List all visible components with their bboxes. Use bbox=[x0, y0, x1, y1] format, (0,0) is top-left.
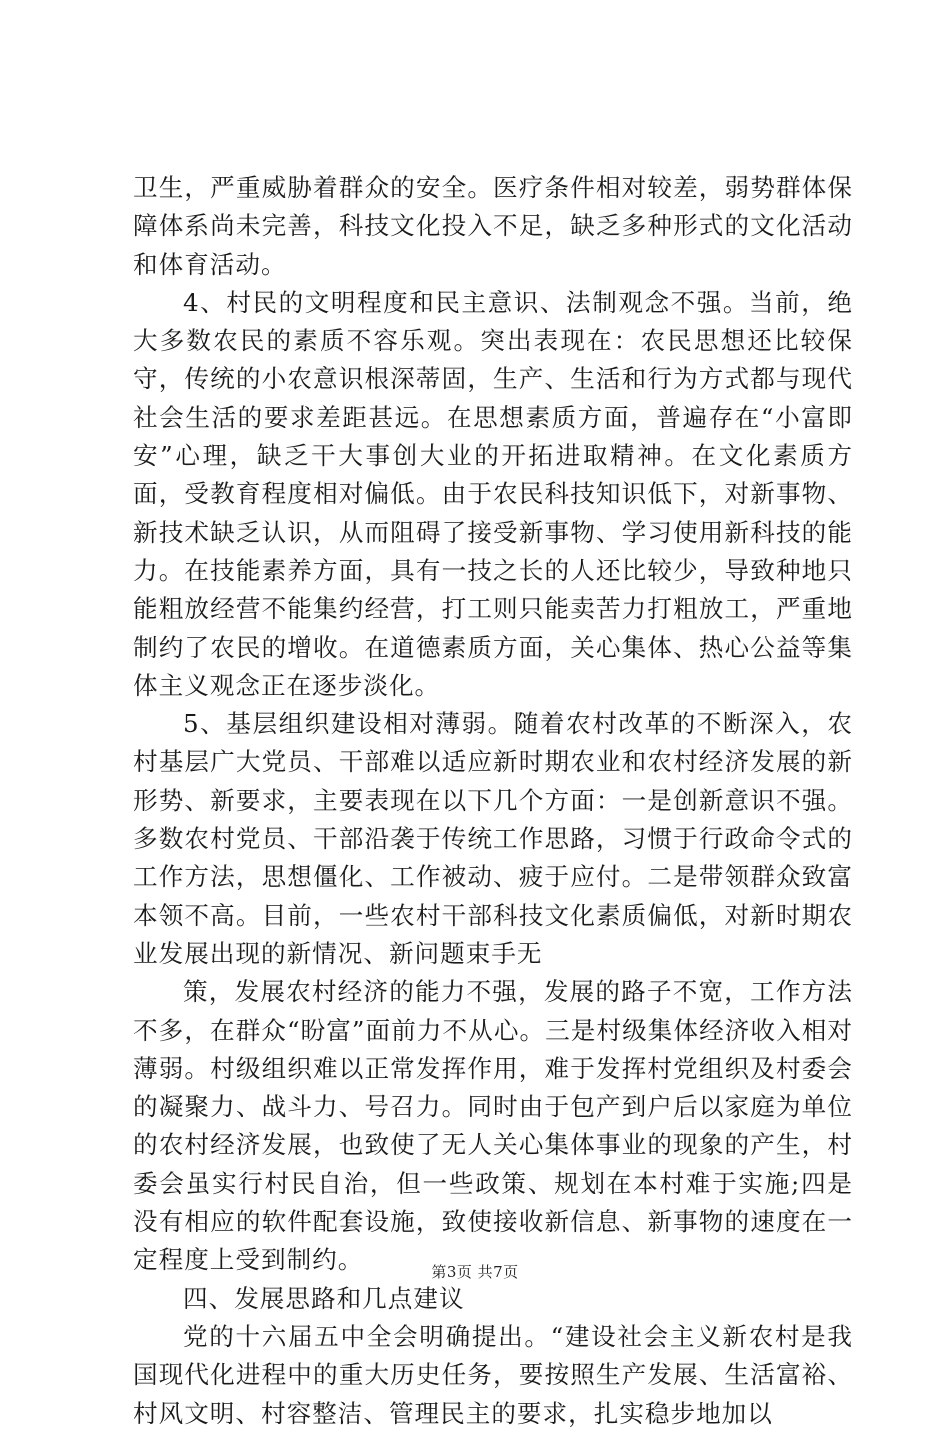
paragraph-new-countryside: 党的十六届五中全会明确提出。“建设社会主义新农村是我国现代化进程中的重大历史任务，要按照生产发展、生活富裕、村风文明、村容整洁、管理民主的要求，扎实稳步地加以 bbox=[133, 1321, 853, 1428]
paragraph-collective-economy: 策，发展农村经济的能力不强，发展的路子不宽，工作方法不多，在群众“盼富”面前力不从心。三是村级集体经济收入相对薄弱。村级组织难以正常发挥作用，难于发挥村党组织及村委会的凝聚力、战斗力、号召力。同时由于包产到户后以家庭为单位的农村经济发展，也致使了无人关心集体事业的现象的产生，村委会虽实行村民自治，但一些政策、规划在本村难于实施;四是没有相应的软件配套设施，致使接收新信息、新事物的速度在一定程度上受到制约。 bbox=[133, 977, 853, 1275]
page-number-footer: 第3页 共7页 bbox=[431, 1263, 519, 1281]
document-body bbox=[133, 169, 853, 1433]
paragraph-continuation-health: 卫生，严重威胁着群众的安全。医疗条件相对较差，弱势群体保障体系尚未完善，科技文化投入不足，缺乏多种形式的文化活动和体育活动。 bbox=[133, 173, 853, 279]
section-heading-development-ideas: 四、发展思路和几点建议 bbox=[183, 1283, 465, 1313]
paragraph-civilization-awareness: 4、村民的文明程度和民主意识、法制观念不强。当前，绝大多数农民的素质不容乐观。突出表现在：农民思想还比较保守，传统的小农意识根深蒂固，生产、生活和行为方式都与现代社会生活的要求差距甚远。在思想素质方面，普遍存在“小富即安”心理，缺乏干大事创大业的开拓进取精神。在文化素质方面，受教育程度相对偏低。由于农民科技知识低下，对新事物、新技术缺乏认识，从而阻碍了接受新事物、学习使用新科技的能力。在技能素养方面，具有一技之长的人还比较少，导致种地只能粗放经营不能集约经营，打工则只能卖苦力打粗放工，严重地制约了农民的增收。在道德素质方面，关心集体、热心公益等集体主义观念正在逐步淡化。 bbox=[133, 287, 853, 700]
paragraph-grassroots-organization: 5、基层组织建设相对薄弱。随着农村改革的不断深入，农村基层广大党员、干部难以适应新时期农业和农村经济发展的新形势、新要求，主要表现在以下几个方面：一是创新意识不强。多数农村党员、干部沿袭于传统工作思路，习惯于行政命令式的工作方法，思想僵化、工作被动、疲于应付。二是带领群众致富本领不高。目前，一些农村干部科技文化素质偏低，对新时期农业发展出现的新情况、新问题束手无 bbox=[133, 709, 853, 968]
